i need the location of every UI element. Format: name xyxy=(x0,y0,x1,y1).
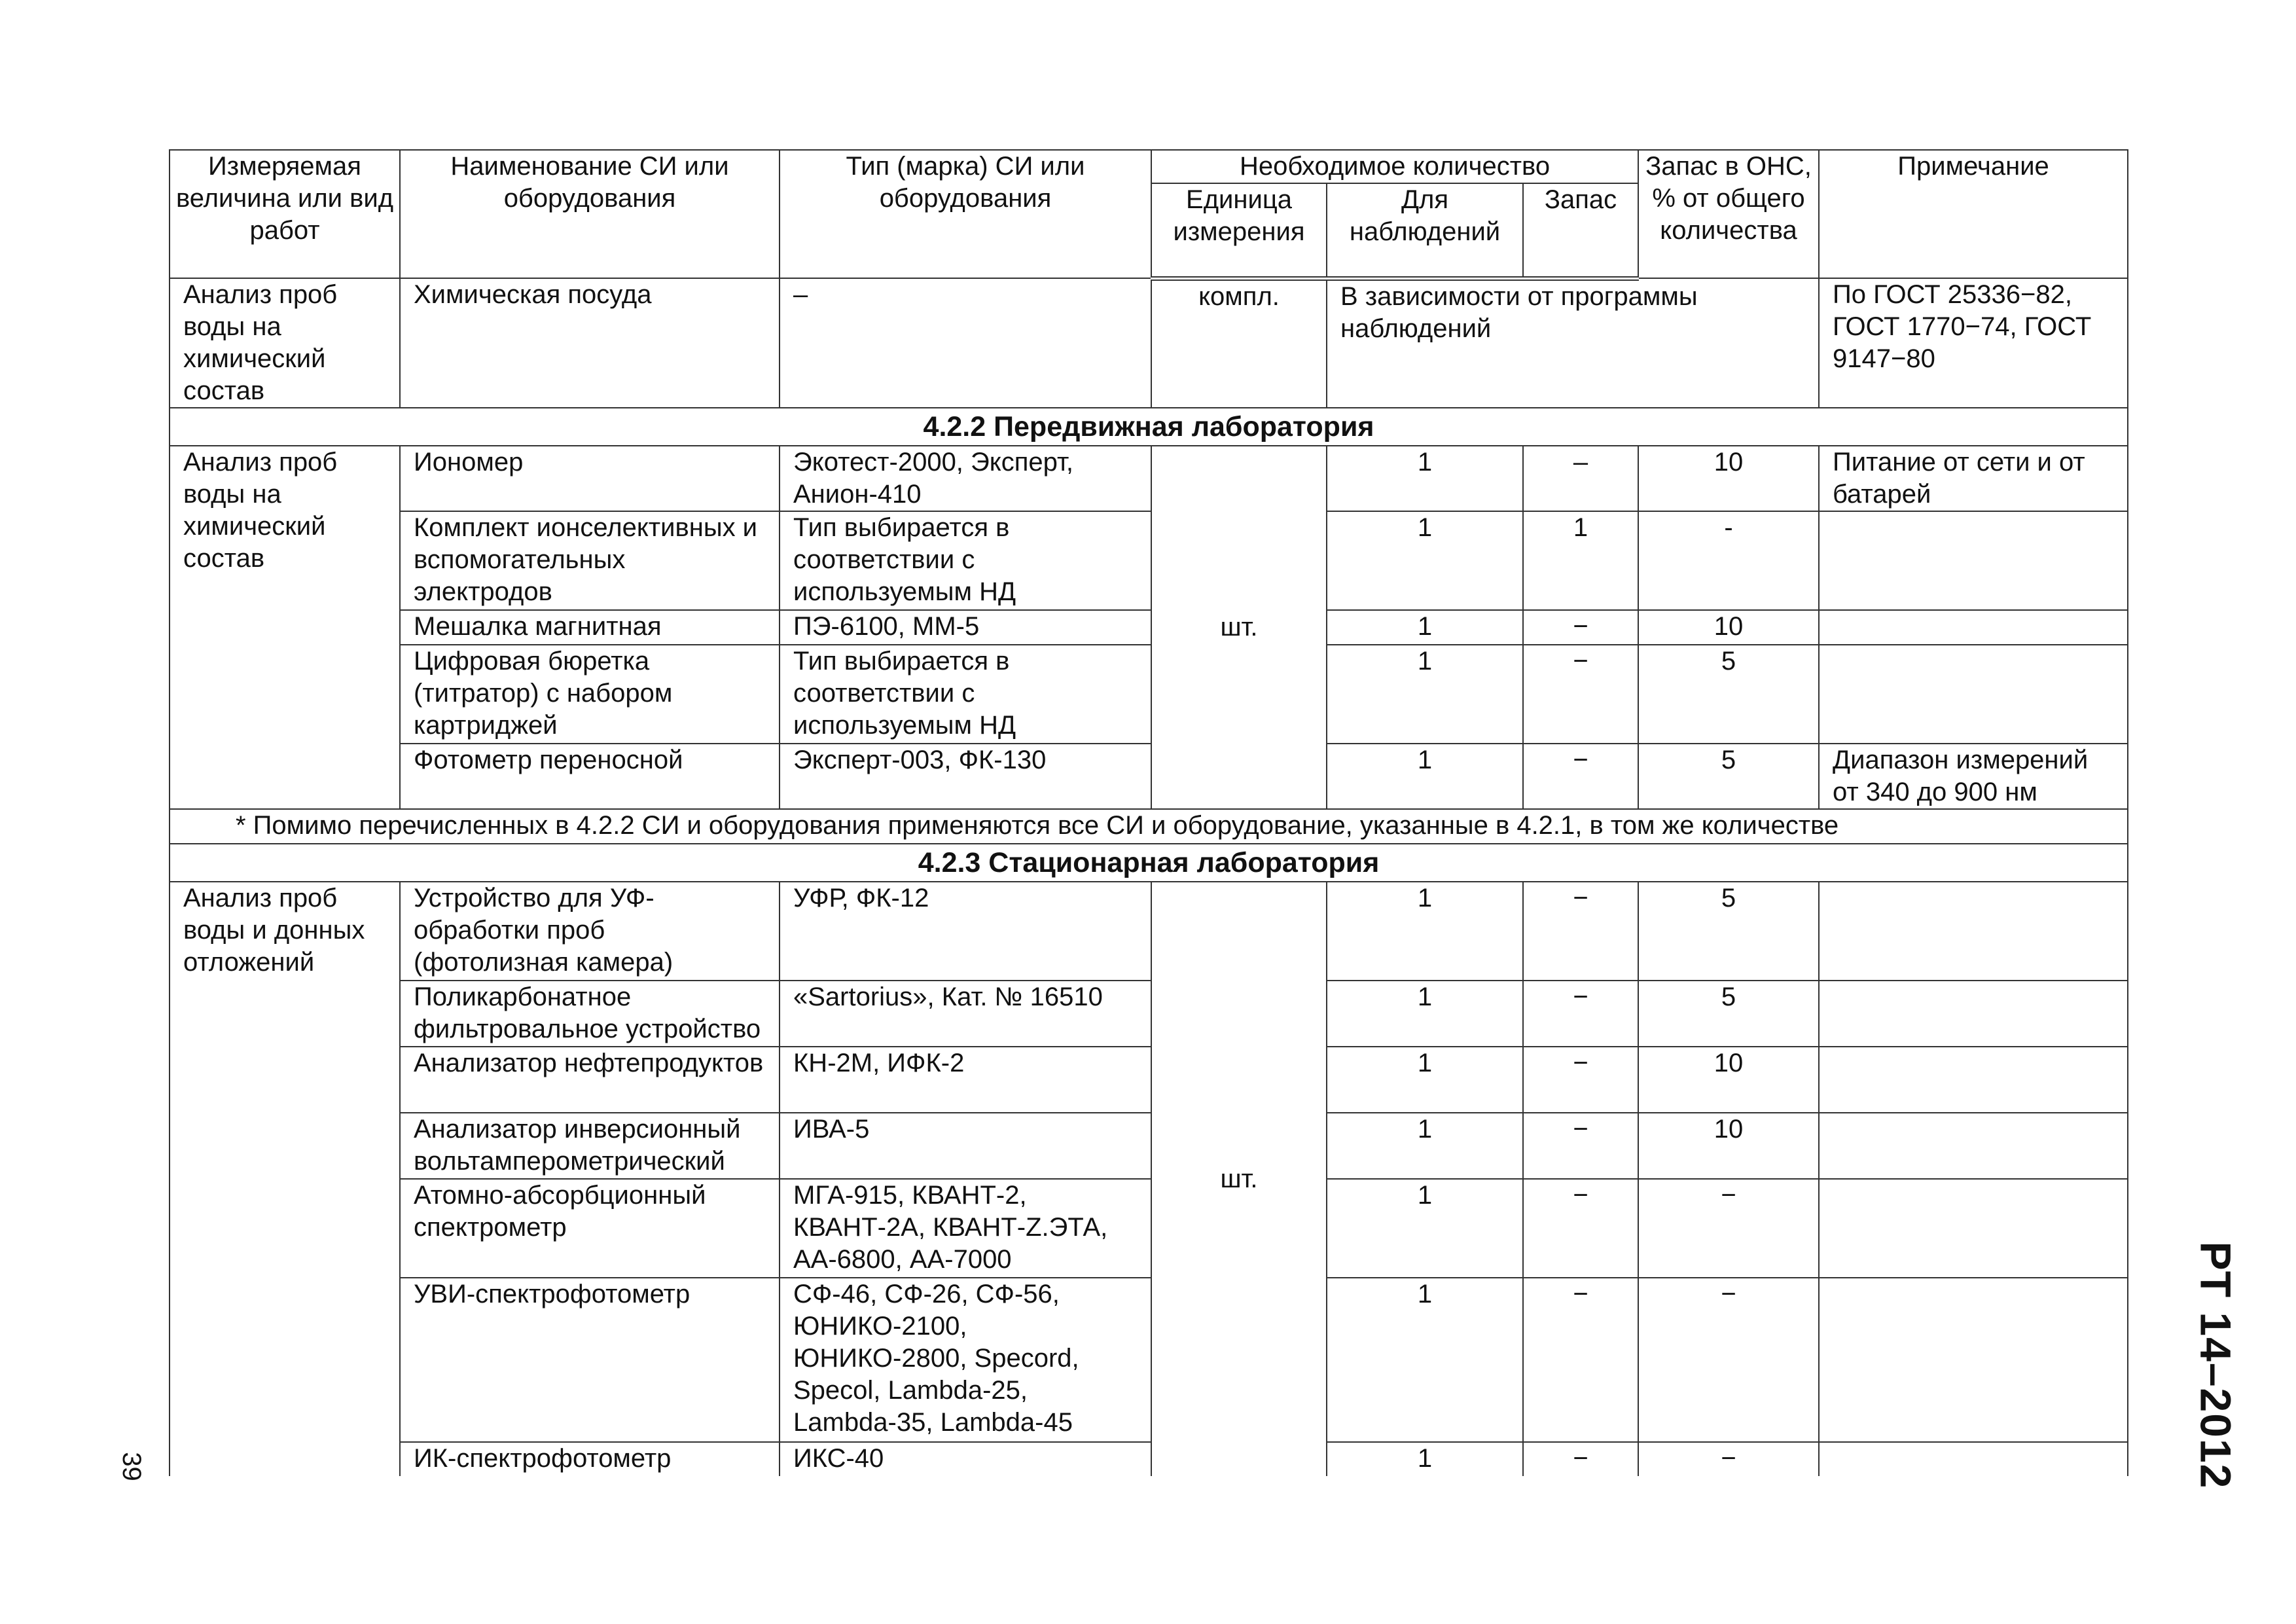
name-cell: Поликарбонатное фильтровальное устройство xyxy=(400,981,780,1047)
table-row xyxy=(170,446,2128,511)
type-cell: УФР, ФК-12 xyxy=(780,882,1151,981)
reserve-cell: − xyxy=(1523,1179,1638,1278)
type-cell: ПЭ-6100, ММ-5 xyxy=(780,610,1151,645)
ons-cell: 5 xyxy=(1638,645,1819,744)
ons-cell: − xyxy=(1638,1179,1819,1278)
name-cell: Анализатор нефтепродуктов xyxy=(400,1047,780,1113)
obs-cell: 1 xyxy=(1327,744,1523,809)
table-row xyxy=(170,1442,2128,1476)
document-code: РТ 14–2012 xyxy=(2191,1241,2240,1490)
col-header-measured: Измеряемая величина или вид работ xyxy=(170,150,400,278)
note-cell xyxy=(1819,1047,2128,1113)
obs-cell: 1 xyxy=(1327,1278,1523,1442)
name-cell: ИК-спектрофотометр xyxy=(400,1442,780,1476)
ons-cell: 5 xyxy=(1638,744,1819,809)
table-row xyxy=(170,645,2128,744)
equipment-table xyxy=(169,149,2128,1476)
type-cell: «Sartorius», Кат. № 16510 xyxy=(780,981,1151,1047)
table-row xyxy=(170,1113,2128,1179)
name-cell: Иономер xyxy=(400,446,780,511)
col-header-reserve: Запас xyxy=(1523,183,1638,278)
obs-cell: 1 xyxy=(1327,882,1523,981)
measured-cell: Анализ проб воды на химический состав xyxy=(170,278,400,408)
ons-cell: 10 xyxy=(1638,1047,1819,1113)
note-cell xyxy=(1819,1278,2128,1442)
note-cell xyxy=(1819,1113,2128,1179)
type-cell: Экотест-2000, Эксперт, Анион-410 xyxy=(780,446,1151,511)
section-title-row xyxy=(170,408,2128,446)
reserve-cell: − xyxy=(1523,610,1638,645)
note-cell xyxy=(1819,1442,2128,1476)
footnote-row xyxy=(170,809,2128,844)
note-cell: По ГОСТ 25336−82, ГОСТ 1770−74, ГОСТ 9147−80 xyxy=(1819,278,2128,408)
reserve-cell: − xyxy=(1523,1113,1638,1179)
ons-cell: 10 xyxy=(1638,1113,1819,1179)
ons-cell: 10 xyxy=(1638,446,1819,511)
reserve-cell: 1 xyxy=(1523,511,1638,610)
unit-cell: шт. xyxy=(1151,446,1327,809)
table-row xyxy=(170,981,2128,1047)
measured-cell: Анализ проб воды на химический состав xyxy=(170,446,400,809)
name-cell: УВИ-спектрофотометр xyxy=(400,1278,780,1442)
type-cell: Тип выбирается в соответствии с используемым НД xyxy=(780,511,1151,610)
name-cell: Комплект ионселективных и вспомогательных электродов xyxy=(400,511,780,610)
footnote: * Помимо перечисленных в 4.2.2 СИ и оборудования применяются все СИ и оборудование, указанные в 4.2.1, в том же количестве xyxy=(170,809,2128,844)
name-cell: Атомно-абсорбционный спектрометр xyxy=(400,1179,780,1278)
ons-cell: − xyxy=(1638,1442,1819,1476)
section-title: 4.2.3 Стационарная лаборатория xyxy=(170,844,2128,882)
name-cell: Цифровая бюретка (титратор) с набором картриджей xyxy=(400,645,780,744)
reserve-cell: − xyxy=(1523,1278,1638,1442)
reserve-cell: – xyxy=(1523,446,1638,511)
obs-cell: 1 xyxy=(1327,645,1523,744)
note-cell xyxy=(1819,511,2128,610)
col-header-name: Наименование СИ или оборудования xyxy=(400,150,780,278)
col-header-required: Необходимое количество xyxy=(1151,150,1638,183)
ons-cell: - xyxy=(1638,511,1819,610)
table-row xyxy=(170,1278,2128,1442)
table-row xyxy=(170,882,2128,981)
type-cell: – xyxy=(780,278,1151,408)
type-cell: МГА-915, КВАНТ-2, КВАНТ-2А, КВАНТ-Z.ЭТА, АА-6800, АА-7000 xyxy=(780,1179,1151,1278)
table-row xyxy=(170,744,2128,809)
ons-cell: − xyxy=(1638,1278,1819,1442)
unit-cell: компл. xyxy=(1151,278,1327,408)
reserve-cell: − xyxy=(1523,744,1638,809)
reserve-cell: − xyxy=(1523,882,1638,981)
type-cell: СФ-46, СФ-26, СФ-56, ЮНИКО-2100, ЮНИКО-2800, Specord, Specol, Lambda-25, Lambda-35, Lambda-45 xyxy=(780,1278,1151,1442)
obs-cell: 1 xyxy=(1327,981,1523,1047)
obs-cell: 1 xyxy=(1327,446,1523,511)
type-cell: ИВА-5 xyxy=(780,1113,1151,1179)
col-header-type: Тип (марка) СИ или оборудования xyxy=(780,150,1151,278)
reserve-cell: − xyxy=(1523,981,1638,1047)
obs-cell: 1 xyxy=(1327,1442,1523,1476)
table-row xyxy=(170,610,2128,645)
type-cell: ИКС-40 xyxy=(780,1442,1151,1476)
type-cell: Эксперт-003, ФК-130 xyxy=(780,744,1151,809)
name-cell: Химическая посуда xyxy=(400,278,780,408)
col-header-observations: Для наблюдений xyxy=(1327,183,1523,278)
name-cell: Фотометр переносной xyxy=(400,744,780,809)
name-cell: Анализатор инверсионный вольтамперометрический xyxy=(400,1113,780,1179)
note-cell: Диапазон измерений от 340 до 900 нм xyxy=(1819,744,2128,809)
obs-cell: 1 xyxy=(1327,1113,1523,1179)
obs-cell: 1 xyxy=(1327,1047,1523,1113)
name-cell: Мешалка магнитная xyxy=(400,610,780,645)
page-number: 39 xyxy=(117,1452,146,1481)
note-cell xyxy=(1819,882,2128,981)
col-header-ons-reserve: Запас в ОНС, % от общего количества xyxy=(1638,150,1819,278)
reserve-cell: − xyxy=(1523,1047,1638,1113)
obs-cell: 1 xyxy=(1327,511,1523,610)
name-cell: Устройство для УФ-обработки проб (фотолизная камера) xyxy=(400,882,780,981)
measured-cell: Анализ проб воды и донных отложений xyxy=(170,882,400,1476)
ons-cell: 5 xyxy=(1638,882,1819,981)
note-cell xyxy=(1819,1179,2128,1278)
table-row xyxy=(170,1047,2128,1113)
col-header-unit: Единица измерения xyxy=(1151,183,1327,278)
reserve-cell: − xyxy=(1523,1442,1638,1476)
table-row xyxy=(170,511,2128,610)
unit-cell: шт. xyxy=(1151,882,1327,1476)
quantity-span-cell: В зависимости от программы наблюдений xyxy=(1327,278,1819,408)
obs-cell: 1 xyxy=(1327,1179,1523,1278)
type-cell: Тип выбирается в соответствии с используемым НД xyxy=(780,645,1151,744)
table-row xyxy=(170,1179,2128,1278)
note-cell xyxy=(1819,610,2128,645)
section-title-row xyxy=(170,844,2128,882)
ons-cell: 10 xyxy=(1638,610,1819,645)
col-header-note: Примечание xyxy=(1819,150,2128,278)
reserve-cell: − xyxy=(1523,645,1638,744)
ons-cell: 5 xyxy=(1638,981,1819,1047)
note-cell: Питание от сети и от батарей xyxy=(1819,446,2128,511)
header-row xyxy=(170,150,2128,183)
section-title: 4.2.2 Передвижная лаборатория xyxy=(170,408,2128,446)
obs-cell: 1 xyxy=(1327,610,1523,645)
type-cell: КН-2М, ИФК-2 xyxy=(780,1047,1151,1113)
table-row xyxy=(170,278,2128,408)
note-cell xyxy=(1819,645,2128,744)
note-cell xyxy=(1819,981,2128,1047)
